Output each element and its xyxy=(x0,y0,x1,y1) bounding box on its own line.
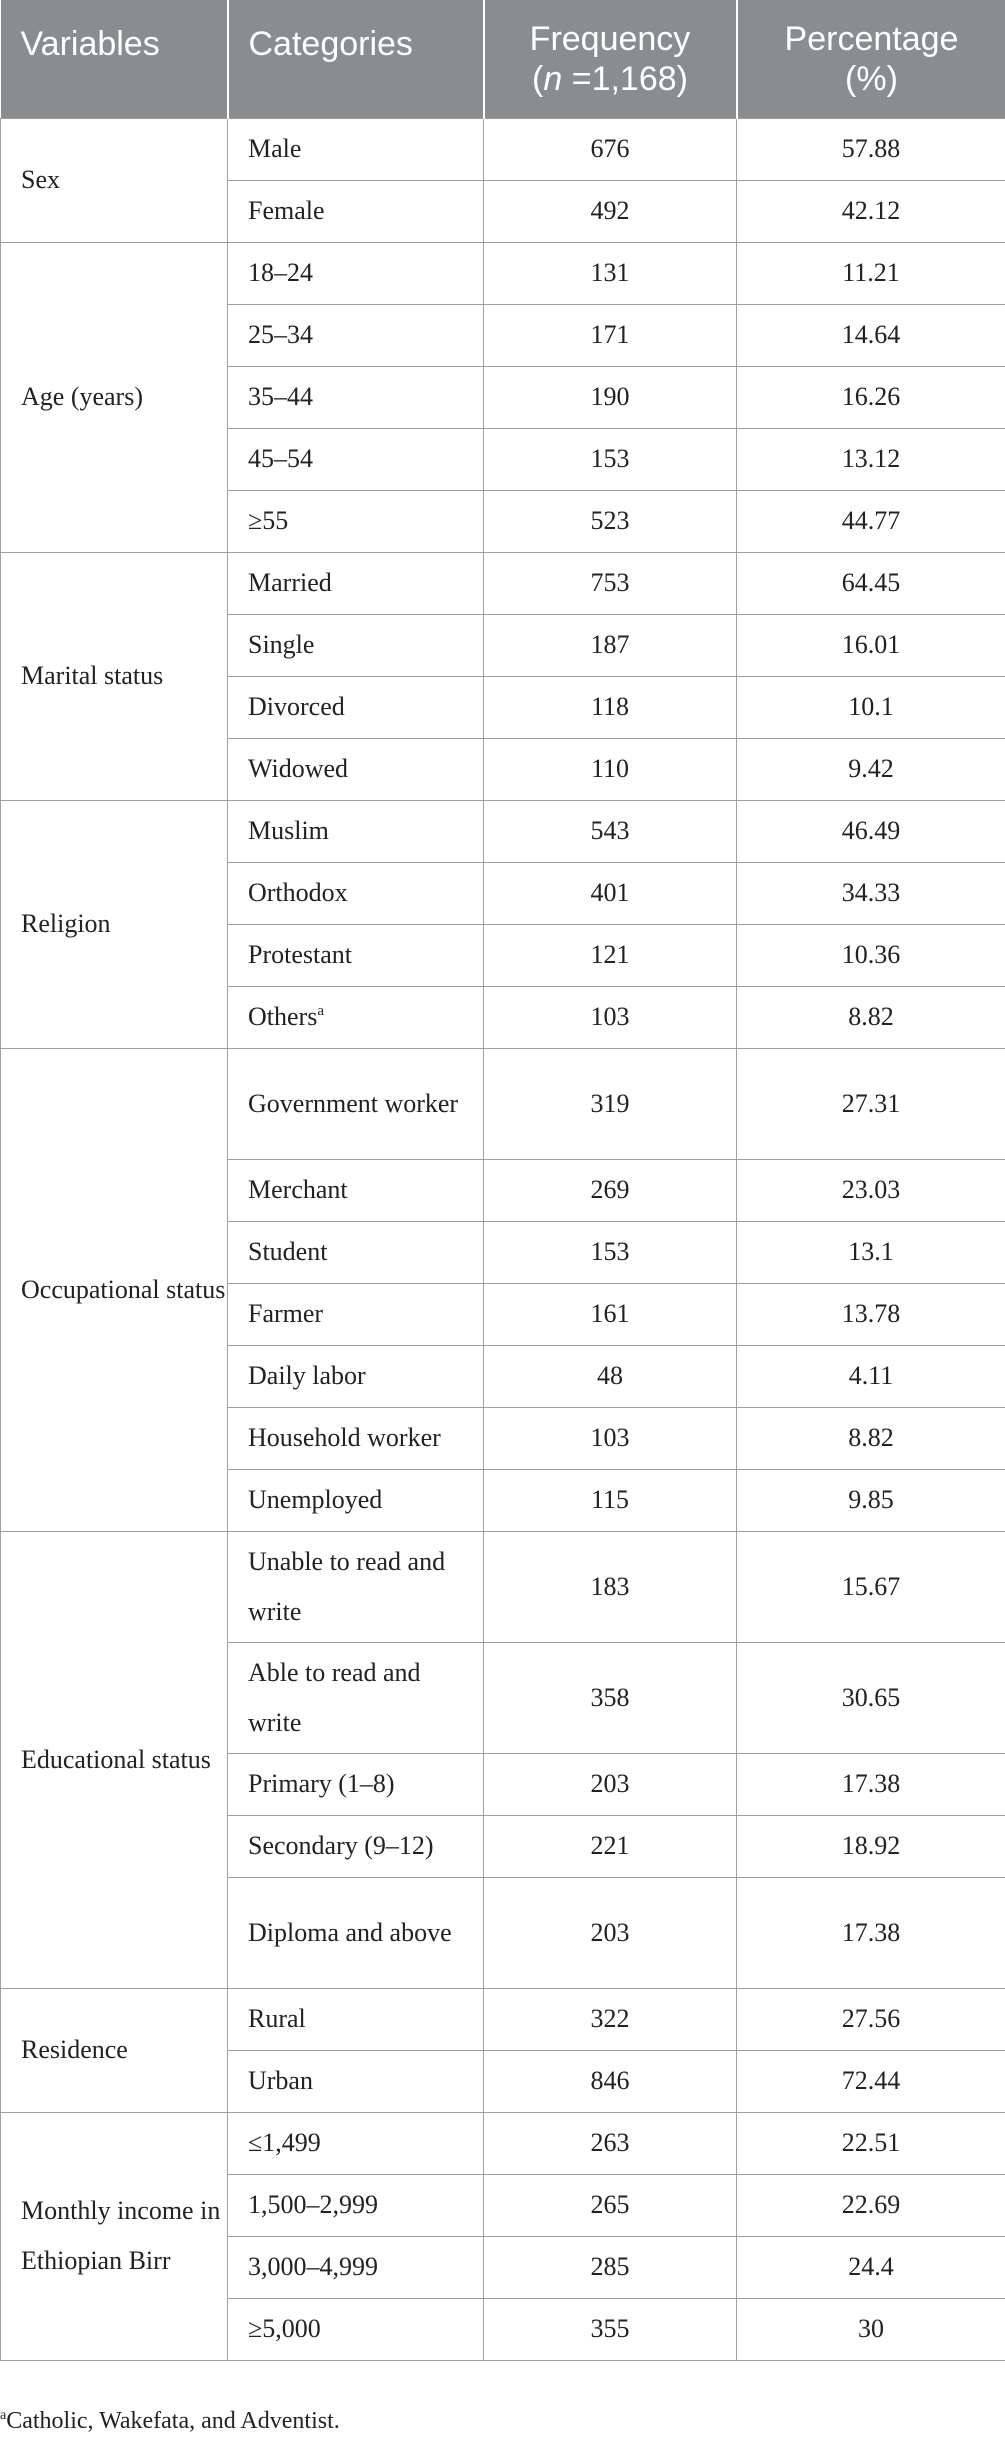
category-cell xyxy=(228,1753,484,1815)
category-cell xyxy=(228,676,484,738)
table-row xyxy=(1,2112,1005,2174)
category-label: Able to read and write xyxy=(248,1657,421,1737)
frequency-cell: 753 xyxy=(484,552,737,614)
frequency-cell: 543 xyxy=(484,800,737,862)
category-cell xyxy=(228,2050,484,2112)
category-label: 25–34 xyxy=(248,320,313,349)
header-variables: Variables xyxy=(1,0,228,118)
category-label: Muslim xyxy=(248,816,329,845)
frequency-cell: 110 xyxy=(484,738,737,800)
percentage-cell: 42.12 xyxy=(737,180,1005,242)
category-label: Merchant xyxy=(248,1175,348,1204)
category-label: Secondary (9–12) xyxy=(248,1831,434,1860)
header-frequency-paren: ( xyxy=(532,59,544,98)
table-row xyxy=(1,118,1005,180)
percentage-cell: 16.26 xyxy=(737,366,1005,428)
category-cell xyxy=(228,242,484,304)
frequency-cell: 401 xyxy=(484,862,737,924)
category-label: Divorced xyxy=(248,692,345,721)
category-cell xyxy=(228,1345,484,1407)
category-label: Daily labor xyxy=(248,1361,366,1390)
category-cell xyxy=(228,738,484,800)
table-row xyxy=(1,800,1005,862)
frequency-cell: 676 xyxy=(484,118,737,180)
category-label: Farmer xyxy=(248,1299,324,1328)
frequency-cell: 187 xyxy=(484,614,737,676)
category-cell xyxy=(228,800,484,862)
category-label: Protestant xyxy=(248,940,352,969)
category-cell xyxy=(228,2236,484,2298)
percentage-cell: 14.64 xyxy=(737,304,1005,366)
header-frequency-total: =1,168) xyxy=(562,59,688,98)
category-label: ≤1,499 xyxy=(248,2128,321,2157)
variable-cell: Marital status xyxy=(1,552,228,800)
category-label: Others xyxy=(248,1002,318,1031)
frequency-cell: 121 xyxy=(484,924,737,986)
frequency-cell: 221 xyxy=(484,1815,737,1877)
table-row xyxy=(1,1531,1005,1642)
frequency-cell: 190 xyxy=(484,366,737,428)
header-frequency xyxy=(484,0,737,118)
percentage-cell: 8.82 xyxy=(737,986,1005,1048)
percentage-cell: 18.92 xyxy=(737,1815,1005,1877)
percentage-cell: 10.1 xyxy=(737,676,1005,738)
category-cell xyxy=(228,2174,484,2236)
variable-cell: Religion xyxy=(1,800,228,1048)
frequency-cell: 846 xyxy=(484,2050,737,2112)
table-row xyxy=(1,552,1005,614)
percentage-cell: 9.42 xyxy=(737,738,1005,800)
header-percentage xyxy=(737,0,1005,118)
category-label: 1,500–2,999 xyxy=(248,2190,378,2219)
category-cell xyxy=(228,180,484,242)
category-cell xyxy=(228,924,484,986)
percentage-cell: 46.49 xyxy=(737,800,1005,862)
frequency-cell: 523 xyxy=(484,490,737,552)
frequency-cell: 358 xyxy=(484,1642,737,1753)
percentage-cell: 27.31 xyxy=(737,1048,1005,1159)
frequency-cell: 118 xyxy=(484,676,737,738)
category-cell xyxy=(228,1988,484,2050)
header-frequency-n: n xyxy=(543,59,563,98)
percentage-cell: 57.88 xyxy=(737,118,1005,180)
frequency-cell: 171 xyxy=(484,304,737,366)
frequency-cell: 103 xyxy=(484,1407,737,1469)
percentage-cell: 17.38 xyxy=(737,1877,1005,1988)
percentage-cell: 24.4 xyxy=(737,2236,1005,2298)
category-label: Unemployed xyxy=(248,1485,383,1514)
frequency-cell: 492 xyxy=(484,180,737,242)
header-row xyxy=(1,0,1005,118)
header-categories: Categories xyxy=(228,0,484,118)
percentage-cell: 17.38 xyxy=(737,1753,1005,1815)
category-cell xyxy=(228,1877,484,1988)
variable-cell: Age (years) xyxy=(1,242,228,552)
category-label: Primary (1–8) xyxy=(248,1769,395,1798)
category-cell xyxy=(228,118,484,180)
frequency-cell: 285 xyxy=(484,2236,737,2298)
frequency-cell: 203 xyxy=(484,1877,737,1988)
category-cell xyxy=(228,1048,484,1159)
frequency-cell: 322 xyxy=(484,1988,737,2050)
category-cell xyxy=(228,304,484,366)
frequency-cell: 115 xyxy=(484,1469,737,1531)
frequency-cell: 153 xyxy=(484,1221,737,1283)
category-cell xyxy=(228,1221,484,1283)
frequency-cell: 203 xyxy=(484,1753,737,1815)
footnote-marker: a xyxy=(0,2408,7,2423)
category-cell xyxy=(228,1283,484,1345)
category-label: Widowed xyxy=(248,754,349,783)
header-percentage-line2: (%) xyxy=(845,59,898,98)
percentage-cell: 13.1 xyxy=(737,1221,1005,1283)
percentage-cell: 8.82 xyxy=(737,1407,1005,1469)
frequency-cell: 153 xyxy=(484,428,737,490)
percentage-cell: 13.78 xyxy=(737,1283,1005,1345)
percentage-cell: 34.33 xyxy=(737,862,1005,924)
frequency-cell: 263 xyxy=(484,2112,737,2174)
variable-cell: Educational status xyxy=(1,1531,228,1988)
category-label: Urban xyxy=(248,2066,313,2095)
category-label: 35–44 xyxy=(248,382,313,411)
frequency-cell: 183 xyxy=(484,1531,737,1642)
percentage-cell: 16.01 xyxy=(737,614,1005,676)
table-footnote xyxy=(0,2408,340,2435)
percentage-cell: 13.12 xyxy=(737,428,1005,490)
category-cell xyxy=(228,986,484,1048)
frequency-cell: 161 xyxy=(484,1283,737,1345)
category-label: Married xyxy=(248,568,332,597)
category-label: 18–24 xyxy=(248,258,313,287)
percentage-cell: 64.45 xyxy=(737,552,1005,614)
percentage-cell: 23.03 xyxy=(737,1159,1005,1221)
category-cell xyxy=(228,1407,484,1469)
footnote-text: Catholic, Wakefata, and Adventist. xyxy=(6,2408,340,2434)
percentage-cell: 30.65 xyxy=(737,1642,1005,1753)
table-header xyxy=(1,0,1005,118)
variable-cell: Occupational status xyxy=(1,1048,228,1531)
frequency-cell: 48 xyxy=(484,1345,737,1407)
category-cell xyxy=(228,1815,484,1877)
category-cell xyxy=(228,552,484,614)
percentage-cell: 11.21 xyxy=(737,242,1005,304)
category-label: Student xyxy=(248,1237,328,1266)
category-cell xyxy=(228,1531,484,1642)
category-cell xyxy=(228,1159,484,1221)
category-label: Rural xyxy=(248,2004,306,2033)
percentage-cell: 30 xyxy=(737,2298,1005,2360)
category-label: Single xyxy=(248,630,315,659)
category-label: Government worker xyxy=(248,1088,459,1118)
frequency-cell: 103 xyxy=(484,986,737,1048)
frequency-cell: 319 xyxy=(484,1048,737,1159)
category-cell xyxy=(228,862,484,924)
category-label: 3,000–4,999 xyxy=(248,2252,378,2281)
category-label: Diploma and above xyxy=(248,1917,452,1947)
percentage-cell: 9.85 xyxy=(737,1469,1005,1531)
category-cell xyxy=(228,2112,484,2174)
variable-cell: Monthly income in Ethiopian Birr xyxy=(1,2112,228,2360)
category-cell xyxy=(228,1469,484,1531)
percentage-cell: 22.69 xyxy=(737,2174,1005,2236)
category-label: Female xyxy=(248,196,325,225)
frequency-cell: 131 xyxy=(484,242,737,304)
header-frequency-line1: Frequency xyxy=(529,19,691,58)
table-row xyxy=(1,1048,1005,1159)
category-label: 45–54 xyxy=(248,444,313,473)
header-percentage-line1: Percentage xyxy=(784,19,959,58)
table-body xyxy=(1,118,1005,2360)
category-label: Unable to read and write xyxy=(248,1546,446,1626)
category-label: ≥5,000 xyxy=(248,2314,321,2343)
category-label: Household worker xyxy=(248,1423,441,1452)
category-label: Male xyxy=(248,134,302,163)
percentage-cell: 72.44 xyxy=(737,2050,1005,2112)
category-cell xyxy=(228,1642,484,1753)
table-row xyxy=(1,1988,1005,2050)
category-cell xyxy=(228,614,484,676)
variable-cell: Residence xyxy=(1,1988,228,2112)
table-row xyxy=(1,242,1005,304)
footnote-ref-marker: a xyxy=(317,1003,324,1019)
category-label: ≥55 xyxy=(248,506,289,535)
frequency-cell: 265 xyxy=(484,2174,737,2236)
percentage-cell: 44.77 xyxy=(737,490,1005,552)
percentage-cell: 27.56 xyxy=(737,1988,1005,2050)
frequency-cell: 269 xyxy=(484,1159,737,1221)
percentage-cell: 15.67 xyxy=(737,1531,1005,1642)
category-cell xyxy=(228,428,484,490)
category-cell xyxy=(228,2298,484,2360)
percentage-cell: 10.36 xyxy=(737,924,1005,986)
percentage-cell: 22.51 xyxy=(737,2112,1005,2174)
category-cell xyxy=(228,366,484,428)
category-label: Orthodox xyxy=(248,878,348,907)
frequency-cell: 355 xyxy=(484,2298,737,2360)
category-cell xyxy=(228,490,484,552)
percentage-cell: 4.11 xyxy=(737,1345,1005,1407)
variable-cell: Sex xyxy=(1,118,228,242)
